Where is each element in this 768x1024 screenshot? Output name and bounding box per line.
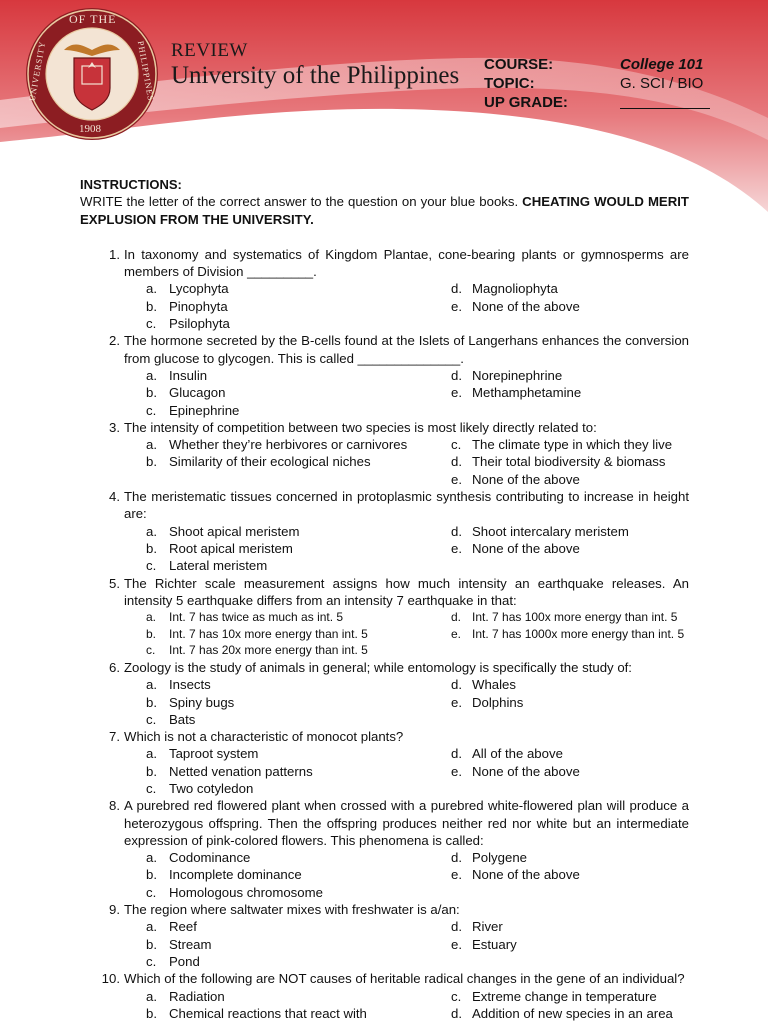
question-body: The region where saltwater mixes with freshwater is a/an:	[124, 902, 460, 918]
option-letter: c.	[146, 711, 157, 727]
answer-options	[124, 280, 689, 332]
option-text: Incomplete dominance	[169, 867, 302, 883]
option-text: None of the above	[472, 540, 580, 556]
option-letter: a.	[146, 919, 157, 935]
answer-option	[451, 918, 733, 935]
options-column-left	[124, 609, 451, 659]
answer-option	[124, 436, 451, 453]
options-column-right	[451, 849, 733, 901]
seal-text-left: UNIVERSITY	[26, 40, 48, 102]
answer-option	[124, 953, 451, 970]
answer-option	[124, 626, 451, 643]
answer-options	[124, 676, 689, 728]
answer-option	[124, 540, 451, 557]
upgrade-blank	[620, 93, 710, 109]
option-text: Int. 7 has 1000x more energy than int. 5	[472, 626, 685, 641]
option-letter: a.	[146, 437, 157, 453]
options-column-right	[451, 436, 733, 488]
answer-option	[124, 988, 451, 1005]
answer-option	[124, 367, 451, 384]
question-number: 1.	[109, 246, 120, 262]
answer-options	[124, 918, 689, 970]
course-label: COURSE:	[484, 56, 554, 73]
question-number: 10.	[101, 971, 120, 987]
question-body: Zoology is the study of animals in general; while entomology is specifically the study of:	[124, 659, 632, 675]
option-text: All of the above	[472, 746, 563, 762]
question-text	[80, 575, 689, 610]
question-list	[80, 246, 689, 1022]
option-letter: e.	[451, 694, 462, 710]
instructions-heading: INSTRUCTIONS:	[80, 177, 182, 192]
option-letter: b.	[146, 867, 157, 883]
option-letter: b.	[146, 454, 157, 470]
option-letter: a.	[146, 677, 157, 693]
question-text	[80, 728, 689, 745]
option-text: Lateral meristem	[169, 558, 268, 574]
option-text: Whales	[472, 677, 516, 693]
option-text: Pond	[169, 953, 200, 969]
option-letter: c.	[146, 402, 157, 418]
options-column-left	[124, 676, 451, 728]
answer-option	[451, 676, 733, 693]
option-letter: e.	[451, 471, 462, 487]
option-text: Dolphins	[472, 694, 524, 710]
option-letter: d.	[451, 850, 462, 866]
seal-lettering	[24, 6, 160, 142]
answer-option	[124, 780, 451, 797]
question-item	[80, 419, 689, 488]
option-letter: a.	[146, 281, 157, 297]
options-column-left	[124, 436, 451, 488]
option-letter: c.	[451, 988, 462, 1004]
option-letter: c.	[146, 884, 157, 900]
answer-option	[451, 626, 733, 643]
answer-option	[124, 453, 451, 470]
option-letter: e.	[451, 763, 462, 779]
question-text	[80, 419, 689, 436]
option-letter: c.	[146, 316, 157, 332]
answer-option	[451, 540, 733, 557]
course-value: College 101	[620, 56, 704, 73]
option-letter: e.	[451, 626, 462, 641]
answer-options	[124, 367, 689, 419]
option-letter: e.	[451, 540, 462, 556]
question-text	[80, 901, 689, 918]
option-letter: a.	[146, 610, 157, 625]
question-body: The hormone secreted by the B-cells found at the Islets of Langerhans enhances the conversion from glucose to glycogen. This is called ______________.	[124, 333, 689, 366]
answer-option	[451, 1005, 733, 1022]
question-body: The intensity of competition between two species is most likely directly related to:	[124, 419, 597, 435]
answer-option	[124, 745, 451, 762]
option-letter: d.	[451, 454, 462, 470]
answer-option	[124, 642, 451, 659]
answer-option	[451, 523, 733, 540]
option-letter: a.	[146, 850, 157, 866]
answer-option	[124, 298, 451, 315]
question-item	[80, 797, 689, 901]
options-column-right	[451, 367, 733, 419]
answer-option	[451, 866, 733, 883]
answer-option	[124, 280, 451, 297]
question-body: The meristematic tissues concerned in protoplasmic synthesis contributing to increase in height are:	[124, 489, 689, 522]
options-column-right	[451, 280, 733, 332]
option-text: Stream	[169, 936, 212, 952]
question-text	[80, 488, 689, 523]
question-item	[80, 246, 689, 332]
options-column-left	[124, 849, 451, 901]
option-text: Homologous chromosome	[169, 884, 323, 900]
topic-value: G. SCI / BIO	[620, 75, 704, 92]
answer-option	[124, 609, 451, 626]
option-text: Addition of new species in an area	[472, 1005, 673, 1021]
question-text	[80, 970, 689, 987]
upgrade-label: UP GRADE:	[484, 94, 568, 111]
question-number: 6.	[109, 659, 120, 675]
answer-option	[124, 918, 451, 935]
question-item	[80, 488, 689, 574]
option-text: Int. 7 has 20x more energy than int. 5	[169, 643, 368, 658]
question-number: 7.	[109, 729, 120, 745]
options-column-right	[451, 609, 733, 659]
answer-option	[124, 866, 451, 883]
options-column-left	[124, 918, 451, 970]
options-column-right	[451, 523, 733, 575]
option-letter: b.	[146, 1005, 157, 1021]
answer-option	[124, 936, 451, 953]
answer-option	[124, 557, 451, 574]
course-values	[620, 55, 710, 109]
answer-option	[451, 849, 733, 866]
option-letter: e.	[451, 936, 462, 952]
answer-option	[451, 384, 733, 401]
option-text: Codominance	[169, 850, 251, 866]
answer-option	[124, 1005, 451, 1022]
question-number: 5.	[109, 575, 120, 591]
answer-option	[451, 453, 733, 470]
option-letter: c.	[146, 780, 157, 796]
option-letter: a.	[146, 988, 157, 1004]
answer-option	[451, 471, 733, 488]
option-text: Shoot apical meristem	[169, 523, 300, 539]
seal-text-right: PHILIPPINES	[135, 40, 157, 102]
option-text: Norepinephrine	[472, 367, 563, 383]
option-letter: b.	[146, 298, 157, 314]
option-letter: c.	[451, 437, 462, 453]
option-letter: d.	[451, 1005, 462, 1021]
option-text: None of the above	[472, 867, 580, 883]
option-text: Chemical reactions that react with	[169, 1005, 367, 1021]
question-body: In taxonomy and systematics of Kingdom Plantae, cone-bearing plants or gymnosperms are members of Division _________.	[124, 246, 689, 280]
option-letter: d.	[451, 919, 462, 935]
option-text: Insulin	[169, 367, 208, 383]
answer-option	[124, 711, 451, 728]
instructions-text	[80, 193, 689, 228]
title-block	[171, 40, 459, 90]
answer-option	[124, 315, 451, 332]
option-text: Int. 7 has 100x more energy than int. 5	[472, 610, 678, 625]
answer-options	[124, 988, 689, 1023]
answer-option	[451, 298, 733, 315]
option-letter: b.	[146, 385, 157, 401]
options-column-right	[451, 676, 733, 728]
option-letter: c.	[146, 953, 157, 969]
option-text: Whether they’re herbivores or carnivores	[169, 437, 408, 453]
option-letter: d.	[451, 281, 462, 297]
instructions-body: WRITE the letter of the correct answer to the question on your blue books.	[80, 194, 519, 210]
options-column-left	[124, 280, 451, 332]
options-column-left	[124, 367, 451, 419]
option-text: Extreme change in temperature	[472, 988, 657, 1004]
option-letter: e.	[451, 867, 462, 883]
question-text	[80, 659, 689, 676]
answer-option	[451, 988, 733, 1005]
question-number: 8.	[109, 798, 120, 814]
question-number: 2.	[109, 333, 120, 349]
option-text: Bats	[169, 711, 196, 727]
options-column-right	[451, 988, 733, 1023]
answer-option	[124, 402, 451, 419]
instructions-warning: CHEATING WOULD MERIT EXPLUSION FROM THE UNIVERSITY.	[80, 194, 689, 227]
option-letter: a.	[146, 367, 157, 383]
options-column-left	[124, 523, 451, 575]
answer-option	[124, 523, 451, 540]
answer-option	[451, 436, 733, 453]
option-text: Radiation	[169, 988, 225, 1004]
option-letter: b.	[146, 626, 157, 641]
option-text: Estuary	[472, 936, 517, 952]
answer-options	[124, 849, 689, 901]
option-text: Netted venation patterns	[169, 763, 313, 779]
option-text: Their total biodiversity & biomass	[472, 454, 666, 470]
question-item	[80, 659, 689, 728]
exam-content	[80, 176, 689, 1022]
answer-option	[451, 745, 733, 762]
question-body: A purebred red flowered plant when crossed with a purebred white-flowered plan will produce a heterozygous offspring. Then the offspring produces neither red nor white but an intermediate expression of pink-colored flowers. This phenomena is called:	[124, 798, 689, 848]
option-text: Similarity of their ecological niches	[169, 454, 371, 470]
option-text: Reef	[169, 919, 197, 935]
question-number: 9.	[109, 902, 120, 918]
answer-options	[124, 436, 689, 488]
question-text	[80, 246, 689, 281]
option-letter: d.	[451, 523, 462, 539]
question-number: 3.	[109, 419, 120, 435]
option-letter: d.	[451, 746, 462, 762]
answer-option	[451, 367, 733, 384]
option-letter: b.	[146, 540, 157, 556]
option-text: Taproot system	[169, 746, 259, 762]
option-text: Polygene	[472, 850, 527, 866]
option-letter: d.	[451, 367, 462, 383]
question-item	[80, 575, 689, 659]
course-labels	[484, 55, 568, 112]
option-text: Pinophyta	[169, 298, 228, 314]
question-body: The Richter scale measurement assigns how much intensity an earthquake releases. An intensity 5 earthquake differs from an intensity 7 earthquake in that:	[124, 575, 689, 608]
question-item	[80, 901, 689, 970]
question-item	[80, 970, 689, 1022]
option-text: None of the above	[472, 471, 580, 487]
answer-option	[451, 280, 733, 297]
answer-options	[124, 609, 689, 659]
option-text: River	[472, 919, 503, 935]
topic-label: TOPIC:	[484, 75, 535, 92]
answer-option	[451, 763, 733, 780]
option-letter: d.	[451, 677, 462, 693]
option-text: Lycophyta	[169, 281, 229, 297]
option-text: Psilophyta	[169, 316, 230, 332]
option-text: Epinephrine	[169, 402, 240, 418]
option-text: Int. 7 has twice as much as int. 5	[169, 610, 344, 625]
answer-option	[451, 694, 733, 711]
option-letter: b.	[146, 936, 157, 952]
option-text: None of the above	[472, 763, 580, 779]
option-text: Root apical meristem	[169, 540, 293, 556]
question-body: Which of the following are NOT causes of heritable radical changes in the gene of an individual?	[124, 971, 685, 987]
option-letter: b.	[146, 694, 157, 710]
option-letter: c.	[146, 643, 156, 658]
question-item	[80, 332, 689, 418]
option-text: The climate type in which they live	[472, 437, 673, 453]
answer-option	[124, 849, 451, 866]
seal-year: 1908	[79, 123, 101, 135]
option-text: Shoot intercalary meristem	[472, 523, 629, 539]
university-name: University of the Philippines	[171, 62, 460, 89]
option-text: Spiny bugs	[169, 694, 235, 710]
answer-options	[124, 523, 689, 575]
question-text	[80, 797, 689, 849]
answer-option	[451, 936, 733, 953]
option-letter: a.	[146, 523, 157, 539]
option-letter: e.	[451, 385, 462, 401]
question-item	[80, 728, 689, 797]
option-text: Insects	[169, 677, 211, 693]
question-body: Which is not a characteristic of monocot plants?	[124, 729, 404, 745]
seal-text-top: OF THE	[69, 12, 117, 26]
option-text: None of the above	[472, 298, 580, 314]
answer-option	[124, 884, 451, 901]
answer-option	[124, 763, 451, 780]
option-text: Magnoliophyta	[472, 281, 558, 297]
options-column-left	[124, 988, 451, 1023]
answer-option	[451, 609, 733, 626]
option-letter: e.	[451, 298, 462, 314]
answer-option	[124, 676, 451, 693]
option-text: Glucagon	[169, 385, 226, 401]
question-number: 4.	[109, 489, 120, 505]
question-text	[80, 332, 689, 367]
option-letter: d.	[451, 610, 462, 625]
answer-options	[124, 745, 689, 797]
option-letter: b.	[146, 763, 157, 779]
option-letter: a.	[146, 746, 157, 762]
option-text: Int. 7 has 10x more energy than int. 5	[169, 626, 368, 641]
option-text: Methamphetamine	[472, 385, 582, 401]
options-column-left	[124, 745, 451, 797]
answer-option	[124, 694, 451, 711]
review-label: REVIEW	[171, 40, 248, 61]
option-text: Two cotyledon	[169, 780, 254, 796]
options-column-right	[451, 918, 733, 970]
option-letter: c.	[146, 558, 157, 574]
options-column-right	[451, 745, 733, 797]
answer-option	[124, 384, 451, 401]
